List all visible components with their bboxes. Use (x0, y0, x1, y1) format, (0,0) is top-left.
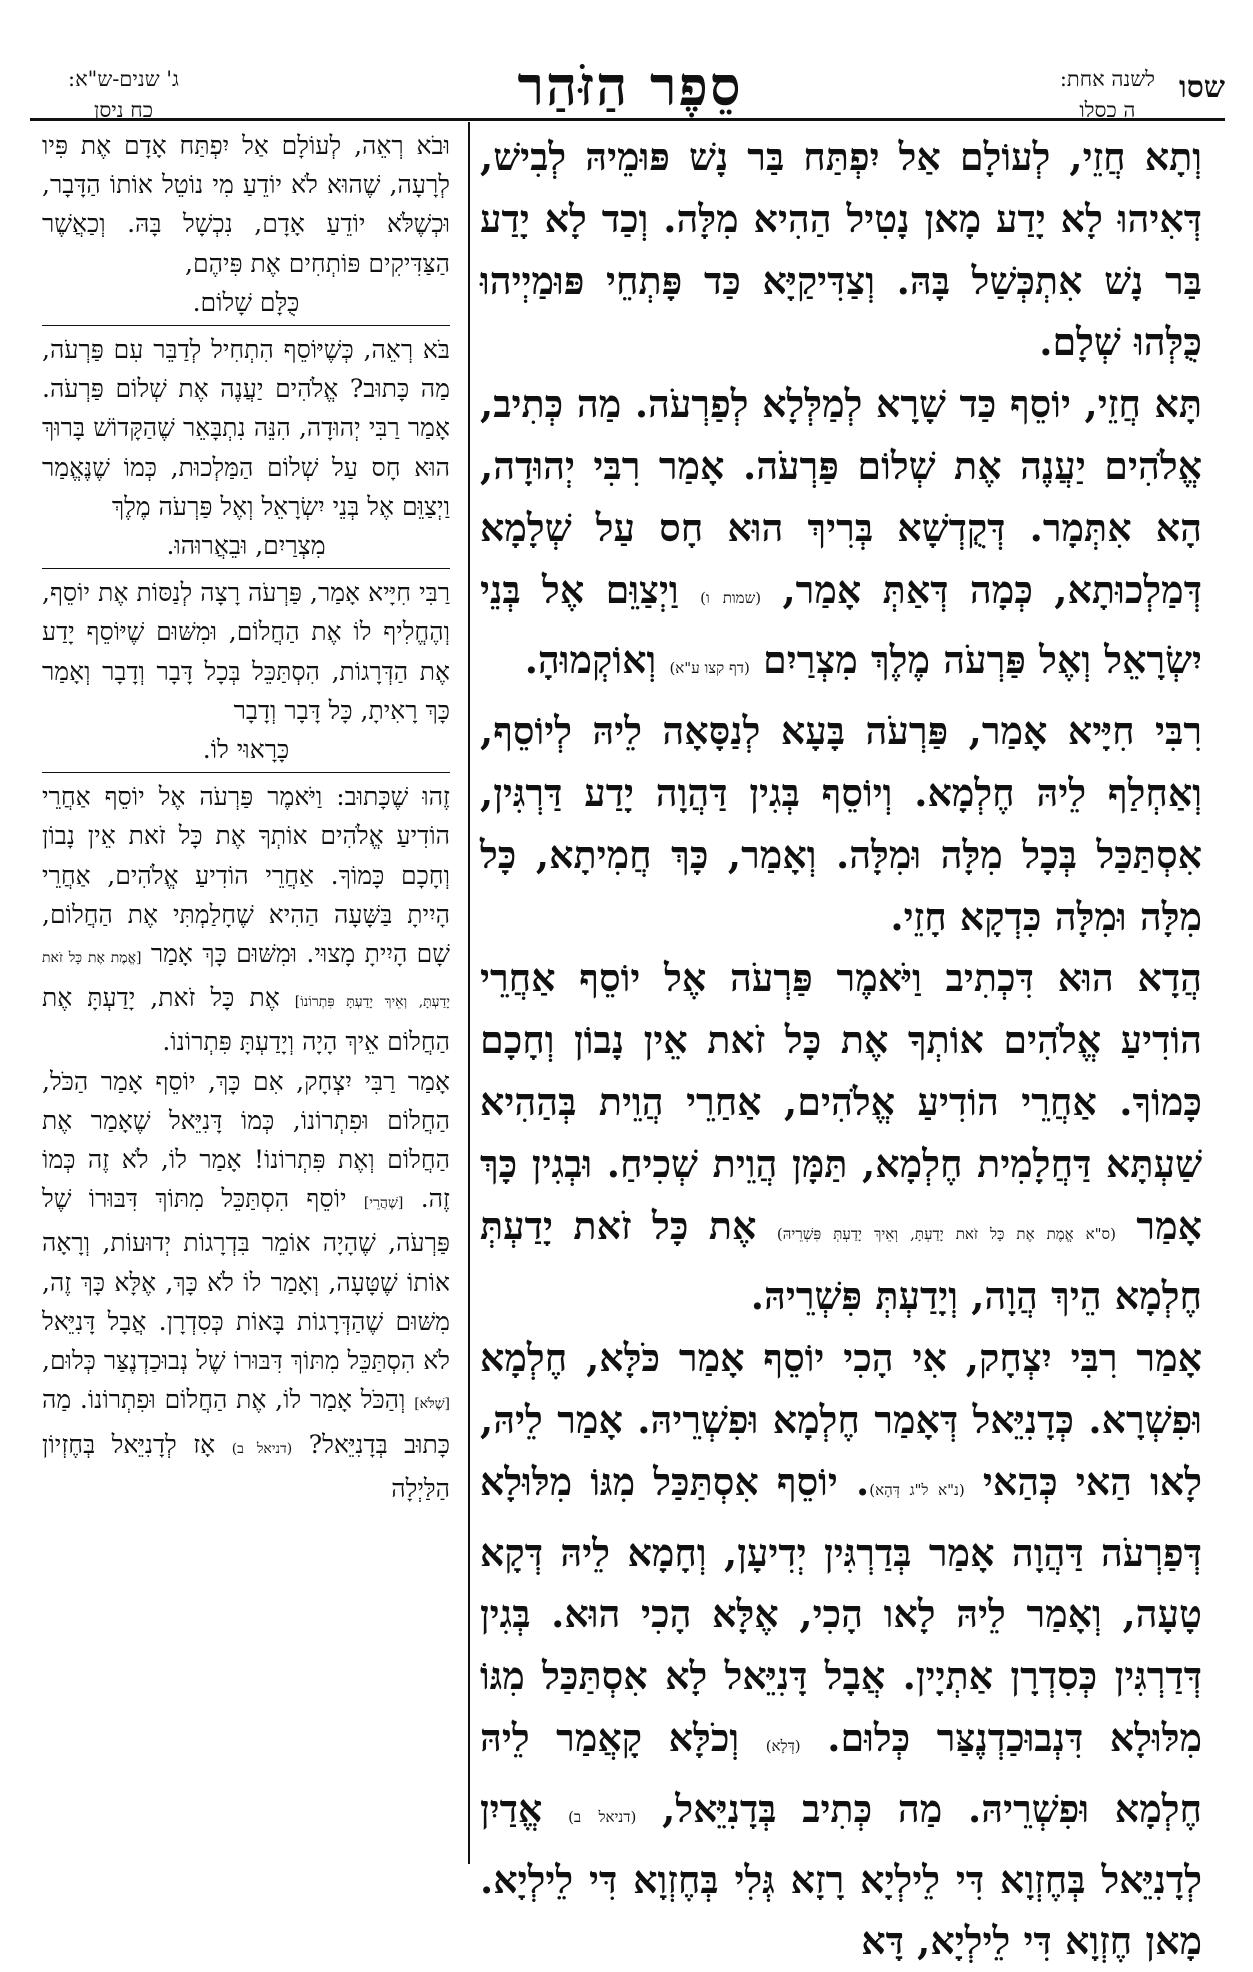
translation-paragraph: אָמַר רַבִּי יִצְחָק, אִם כָּךְ, יוֹסֵף אָמַר הַכֹּל, הַחֲלוֹם וּפִתְרוֹנוֹ, כְּמוֹ דָּנִיֵּאל שֶׁאָמַר אֶת הַחֲלוֹם וְאֶת פִּתְרוֹנוֹ! אָמַר לוֹ, לֹא זֶה כְּמוֹ זֶה. [שֶׁהֲרֵי] יוֹסֵף הִסְתַּכֵּל מִתּוֹךְ דִּבּוּרוֹ שֶׁל פַּרְעֹה, שֶׁהָיָה אוֹמֵר בִּדְרָגוֹת יְדוּעוֹת, וְרָאָה אוֹתוֹ שֶׁטָּעָה, וְאָמַר לוֹ לֹא כָּךְ, אֶלָּא כָּךְ זֶה, מִשּׁוּם שֶׁהַדְּרָגוֹת בָּאוֹת כְּסִדְרָן. אֲבָל דָּנִיֵּאל לֹא הִסְתַּכֵּל מִתּוֹךְ דִּבּוּרוֹ שֶׁל נְבוּכַדְנֶצַּר כְּלוּם, [שֶׁלֹּא] וְהַכֹּל אָמַר לוֹ, אֶת הַחֲלוֹם וּפִתְרוֹנוֹ. מַה כָּתוּב בְּדָנִיֵּאל? (דניאל ב) אָז לְדָנִיֵּאל בְּחֶזְיוֹן הַלַּיְלָה (42, 1066, 451, 1503)
paragraph-separator (42, 568, 450, 569)
schedule-label: ג' שנים-ש"א: (68, 67, 179, 91)
translation-paragraph: רַבִּי חִיָּיא אָמַר, פַּרְעֹה רָצָה לְנַסּוֹת אֶת יוֹסֵף, וְהֶחֱלִיף לוֹ אֶת הַחֲלוֹם, וּמִשּׁוּם שֶׁיּוֹסֵף יָדַע אֶת הַדְּרָגוֹת, הִסְתַּכֵּל בְּכָל דָּבָר וְדָבָר וְאָמַר כָּךְ רָאִיתָ, כָּל דָּבָר וְדָבָר (42, 578, 450, 725)
schedule-date: כח ניסן (93, 98, 153, 122)
page-reference: (דף קצו ע"א) (669, 659, 750, 678)
variant-reading: [אֱמֶת אֶת כָּל זֹאת יָדַעְתָּ, וְאֵיךְ יָדַעְתָּ פִּתְרוֹנוֹ] (42, 950, 451, 1011)
main-paragraph: וְתָא חֲזֵי, לְעוֹלָם אַל יִפְתַּח בַּר נָשׁ פּוּמֵיהּ לְבִישׁ, דְּאִיהוּ לָא יָדַע מָאן נָטִיל הַהִיא מִלָּה. וְכַד לָא יָדַע בַּר נָשׁ אִתְכְּשַׁל בָּהּ. וְצַדִּיקַיָּא כַּד פָּתְחֵי פּוּמַיְיהוּ כֻּלְּהוּ שְׁלָם. (480, 134, 1203, 365)
schedule-date: ה כסלו (1079, 98, 1136, 122)
main-paragraph: אָמַר רִבִּי יִצְחָק, אִי הָכִי יוֹסֵף אָמַר כֹּלָּא, חֶלְמָא וּפִשְׁרָא. כְּדָנִיֵּאל דְּאָמַר חֶלְמָא וּפִשְׁרֵיהּ. אָמַר לֵיהּ, לָאו הַאי כְּהַאי (נ"א ל"ג דְּהָא). יוֹסֵף אִסְתַּכַּל מִגּוֹ מִלּוּלָא דְּפַרְעֹה דַּהֲוָה אָמַר בְּדַרְגִּין יְדִיעָן, וְחָמָא לֵיהּ דְּקָא טָעָה, וְאָמַר לֵיהּ לָאו הָכִי, אֶלָּא הָכִי הוּא. בְּגִין דְּדַרְגִּין כְּסִדְרָן אַתְיָין. אֲבָל דָּנִיֵּאל לָא אִסְתַּכַּל מִגּוֹ מִלּוּלָא דִּנְבוּכַדְנֶצַּר כְּלוּם. (דְּלָא) וְכֹלָּא קָאֲמַר לֵיהּ חֶלְמָא וּפִשְׁרֵיהּ. מַה כְּתִיב בְּדָנִיֵּאל, (דניאל ב) אֱדַיִן לְדָנִיֵּאל בְּחֶזְוָא דִּי לֵילְיָא רָזָא גְּלִי בְּחֶזְוָא דִּי לֵילְיָא. מָאן חֶזְוָא דִּי לֵילְיָא, דָּא (480, 1335, 1203, 1964)
translation-paragraph-end: כֻּלָּם שָׁלוֹם. (192, 287, 300, 317)
paragraph-separator (42, 325, 450, 326)
schedule-label: לשנה אחת: (1059, 67, 1155, 91)
main-paragraph: תָּא חֲזֵי, יוֹסֵף כַּד שָׁרָא לְמַלְּלָא לְפַרְעֹה. מַה כְּתִיב, אֱלֹהִים יַעֲנֶה אֶת שְׁלוֹם פַּרְעֹה. אָמַר רִבִּי יְהוּדָה, הָא אִתְּמָר. דְּקֻדְשָׁא בְּרִיךְ הוּא חָס עַל שְׁלָמָא דְּמַלְכוּתָא, כְּמָה דְּאַתְּ אָמַר, (שמות ו) וַיְצַוֵּם אֶל בְּנֵי יִשְׂרָאֵל וְאֶל פַּרְעֹה מֶלֶךְ מִצְרַיִם (דף קצו ע"א) וְאוֹקְמוּהָ. (480, 381, 1202, 683)
main-paragraph: רִבִּי חִיָּיא אָמַר, פַּרְעֹה בָּעָא לְנַסָּאָה לֵיהּ לְיוֹסֵף, וְאַחְלַף לֵיהּ חֶלְמָא. וְיוֹסֵף בְּגִין דַּהֲוָה יָדַע דַּרְגִּין, אִסְתַּכַּל בְּכָל מִלָּה וּמִלָּה. וְאָמַר, כָּךְ חֲמִיתָא, כָּל מִלָּה וּמִלָּה כִּדְקָא חָזֵי. (480, 708, 1202, 939)
study-schedule-three-years (68, 64, 179, 126)
paragraph-separator (42, 772, 450, 773)
source-reference: (דניאל ב) (231, 1440, 293, 1457)
variant-reading: [שֶׁהֲרֵי] (363, 1195, 404, 1212)
variant-reading: [שֶׁלֹּא] (414, 1396, 451, 1413)
translation-paragraph: בֹּא רְאֵה, כְּשֶׁיּוֹסֵף הִתְחִיל לְדַבֵּר עִם פַּרְעֹה, מַה כָּתוּב? אֱלֹהִים יַעֲנֶה אֶת שְׁלוֹם פַּרְעֹה. אָמַר רַבִּי יְהוּדָה, הִנֵּה נִתְבָּאֵר שֶׁהַקָּדוֹשׁ בָּרוּךְ הוּא חָס עַל שְׁלוֹם הַמַּלְכוּת, כְּמוֹ שֶׁנֶּאֱמַר וַיְצַוֵּם אֶל בְּנֵי יִשְׂרָאֵל וְאֶל פַּרְעֹה מֶלֶךְ (42, 335, 450, 521)
book-title: סֵפֶר הַזֹּהַר (517, 54, 743, 118)
header-rule (30, 118, 1225, 121)
main-paragraph: הֲדָא הוּא דִּכְתִיב וַיֹּאמֶר פַּרְעֹה אֶל יוֹסֵף אַחֲרֵי הוֹדִיעַ אֱלֹהִים אוֹתְךָ אֶת כָּל זֹאת אֵין נָבוֹן וְחָכָם כָּמוֹךָ. אַחֲרֵי הוֹדִיעַ אֱלֹהִים, אַחַרֵי הֲוֵית בְּהַהִיא שַׁעְתָּא דַּחֲלָמִית חֶלְמָא, תַּמָּן הֲוֵית שְׁכִיחַ. וּבְגִין כָּךְ אָמַר (ס"א אֱמֶת אֶת כָּל זֹאת יָדַעְתָּ, וְאֵיךְ יָדַעְתְּ פִּשְׁרֵיהּ) אֶת כָּל זֹאת יָדַעְתְּ חֶלְמָא הֵיךְ הֲוָה, וְיָדַעְתְּ פִּשְׁרֵיהּ. (480, 955, 1202, 1319)
translation-paragraph-end: כָּרָאוּי לוֹ. (202, 735, 290, 765)
column-divider (468, 122, 470, 1864)
variant-reading: (ס"א אֱמֶת אֶת כָּל זֹאת יָדַעְתָּ, וְאֵיךְ יָדַעְתְּ פִּשְׁרֵיהּ) (776, 1224, 1116, 1243)
main-text-column (480, 126, 1203, 1964)
source-reference: (שמות ו) (700, 588, 762, 607)
translation-paragraph: זֶהוּ שֶׁכָּתוּב: וַיֹּאמֶר פַּרְעֹה אֶל יוֹסֵף אַחֲרֵי הוֹדִיעַ אֱלֹהִים אוֹתְךָ אֶת כָּל זֹאת אֵין נָבוֹן וְחָכָם כָּמוֹךָ. אַחֲרֵי הוֹדִיעַ אֱלֹהִים, אַחֲרֵי הָיִיתָ בַּשָּׁעָה הַהִיא שֶׁחָלַמְתִּי אֶת הַחֲלוֹם, שָׁם הָיִיתָ מָצוּי. וּמִשּׁוּם כָּךְ אָמַר [אֱמֶת אֶת כָּל זֹאת יָדַעְתָּ, וְאֵיךְ יָדַעְתָּ פִּתְרוֹנוֹ] אֶת כָּל זֹאת, יָדַעְתָּ אֶת הַחֲלוֹם אֵיךְ הָיָה וְיָדַעְתָּ פִּתְרוֹנוֹ. (42, 782, 451, 1057)
variant-reading: (דְּלָא) (765, 1736, 801, 1755)
translation-paragraph-end: מִצְרַיִם, וּבֵאֲרוּהוּ. (166, 531, 326, 561)
page-number: שסו (1179, 70, 1225, 105)
variant-reading: (נ"א ל"ג דְּהָא) (869, 1480, 965, 1499)
translation-column (42, 126, 450, 1866)
translation-paragraph: וּבֹא רְאֵה, לְעוֹלָם אַל יִפְתַּח אָדָם אֶת פִּיו לְרָעָה, שֶׁהוּא לֹא יוֹדֵעַ מִי נוֹטֵל אוֹתוֹ הַדָּבָר, וּכְשֶׁלֹּא יוֹדֵעַ אָדָם, נִכְשָׁל בָּהּ. וְכַאֲשֶׁר הַצַּדִּיקִים פּוֹתְחִים אֶת פִּיהֶם, (42, 131, 450, 278)
source-reference: (דניאל ב) (568, 1807, 637, 1826)
